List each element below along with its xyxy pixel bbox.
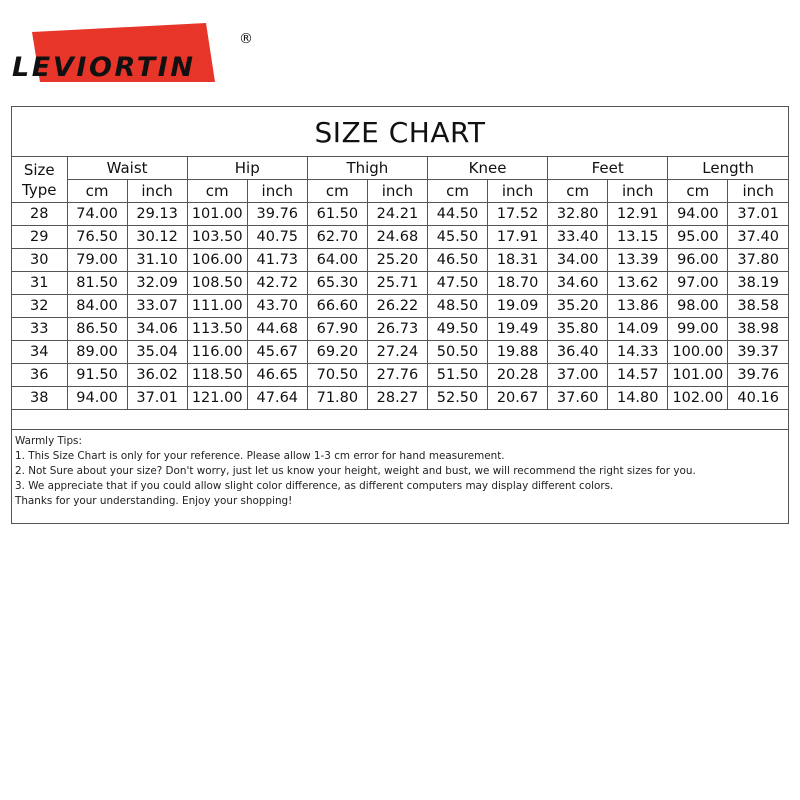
measure-cell: 18.31 (488, 249, 548, 272)
measure-cell: 12.91 (608, 203, 668, 226)
measure-cell: 42.72 (247, 272, 307, 295)
measure-cell: 35.20 (548, 295, 608, 318)
measure-cell: 39.37 (728, 341, 788, 364)
size-cell: 34 (12, 341, 67, 364)
size-type-header (12, 157, 67, 203)
measure-cell: 38.58 (728, 295, 788, 318)
unit-header: inch (247, 180, 307, 203)
measure-cell: 79.00 (67, 249, 127, 272)
measure-cell: 35.80 (548, 318, 608, 341)
registered-mark: ® (239, 31, 253, 47)
measure-cell: 74.00 (67, 203, 127, 226)
unit-header: inch (488, 180, 548, 203)
measure-cell: 26.22 (367, 295, 427, 318)
measure-cell: 14.33 (608, 341, 668, 364)
measure-cell: 32.09 (127, 272, 187, 295)
measure-cell: 20.28 (488, 364, 548, 387)
measure-cell: 45.67 (247, 341, 307, 364)
measure-cell: 37.40 (728, 226, 788, 249)
measure-cell: 47.50 (427, 272, 487, 295)
unit-header: inch (608, 180, 668, 203)
measure-cell: 36.02 (127, 364, 187, 387)
measure-cell: 34.00 (548, 249, 608, 272)
measure-cell: 13.15 (608, 226, 668, 249)
measure-cell: 111.00 (187, 295, 247, 318)
measure-cell: 19.88 (488, 341, 548, 364)
measure-cell: 51.50 (427, 364, 487, 387)
measure-cell: 108.50 (187, 272, 247, 295)
measure-cell: 102.00 (668, 387, 728, 410)
size-chart (11, 106, 789, 524)
measure-cell: 35.04 (127, 341, 187, 364)
measure-cell: 101.00 (187, 203, 247, 226)
measure-cell: 50.50 (427, 341, 487, 364)
group-header-waist: Waist (67, 157, 187, 180)
tip-2: 2. Not Sure about your size? Don't worry, just let us know your height, weight and bust, we will recommend the right sizes for you. (15, 465, 696, 477)
measure-cell: 44.50 (427, 203, 487, 226)
measure-cell: 39.76 (247, 203, 307, 226)
measure-cell: 13.39 (608, 249, 668, 272)
measure-cell: 118.50 (187, 364, 247, 387)
type-label: Type (22, 180, 57, 199)
table-row (12, 341, 788, 364)
brand-name: LEVIORTIN (12, 52, 196, 83)
unit-header: cm (427, 180, 487, 203)
measure-cell: 40.75 (247, 226, 307, 249)
measure-cell: 14.09 (608, 318, 668, 341)
measure-cell: 28.27 (367, 387, 427, 410)
unit-header: inch (127, 180, 187, 203)
measure-cell: 17.52 (488, 203, 548, 226)
size-table (12, 156, 788, 410)
measure-cell: 27.76 (367, 364, 427, 387)
measure-cell: 49.50 (427, 318, 487, 341)
measure-cell: 96.00 (668, 249, 728, 272)
measure-cell: 99.00 (668, 318, 728, 341)
header-row-units (12, 180, 788, 203)
table-row (12, 318, 788, 341)
measure-cell: 81.50 (67, 272, 127, 295)
measure-cell: 37.60 (548, 387, 608, 410)
measure-cell: 116.00 (187, 341, 247, 364)
measure-cell: 62.70 (307, 226, 367, 249)
measure-cell: 20.67 (488, 387, 548, 410)
measure-cell: 14.57 (608, 364, 668, 387)
size-cell: 33 (12, 318, 67, 341)
measure-cell: 44.68 (247, 318, 307, 341)
measure-cell: 86.50 (67, 318, 127, 341)
warmly-tips (12, 429, 788, 509)
measure-cell: 34.60 (548, 272, 608, 295)
unit-header: cm (187, 180, 247, 203)
measure-cell: 45.50 (427, 226, 487, 249)
size-cell: 38 (12, 387, 67, 410)
measure-cell: 13.86 (608, 295, 668, 318)
unit-header: inch (367, 180, 427, 203)
measure-cell: 46.65 (247, 364, 307, 387)
measure-cell: 25.20 (367, 249, 427, 272)
group-header-knee: Knee (427, 157, 547, 180)
measure-cell: 46.50 (427, 249, 487, 272)
tips-thanks: Thanks for your understanding. Enjoy your shopping! (15, 495, 293, 507)
measure-cell: 40.16 (728, 387, 788, 410)
measure-cell: 38.98 (728, 318, 788, 341)
chart-title: SIZE CHART (314, 116, 486, 149)
measure-cell: 97.00 (668, 272, 728, 295)
measure-cell: 17.91 (488, 226, 548, 249)
table-row (12, 203, 788, 226)
measure-cell: 121.00 (187, 387, 247, 410)
measure-cell: 29.13 (127, 203, 187, 226)
measure-cell: 14.80 (608, 387, 668, 410)
measure-cell: 24.68 (367, 226, 427, 249)
size-cell: 32 (12, 295, 67, 318)
measure-cell: 91.50 (67, 364, 127, 387)
measure-cell: 98.00 (668, 295, 728, 318)
measure-cell: 41.73 (247, 249, 307, 272)
tip-1: 1. This Size Chart is only for your reference. Please allow 1-3 cm error for hand measurement. (15, 450, 505, 462)
measure-cell: 37.01 (127, 387, 187, 410)
measure-cell: 34.06 (127, 318, 187, 341)
measure-cell: 95.00 (668, 226, 728, 249)
table-row (12, 387, 788, 410)
measure-cell: 106.00 (187, 249, 247, 272)
size-cell: 36 (12, 364, 67, 387)
measure-cell: 69.20 (307, 341, 367, 364)
measure-cell: 103.50 (187, 226, 247, 249)
header-row-groups (12, 157, 788, 180)
unit-header: inch (728, 180, 788, 203)
measure-cell: 18.70 (488, 272, 548, 295)
group-header-feet: Feet (548, 157, 668, 180)
measure-cell: 25.71 (367, 272, 427, 295)
size-cell: 31 (12, 272, 67, 295)
measure-cell: 33.40 (548, 226, 608, 249)
measure-cell: 94.00 (67, 387, 127, 410)
table-row (12, 364, 788, 387)
tips-heading: Warmly Tips: (15, 435, 82, 447)
measure-cell: 26.73 (367, 318, 427, 341)
measure-cell: 47.64 (247, 387, 307, 410)
group-header-length: Length (668, 157, 788, 180)
table-row (12, 272, 788, 295)
measure-cell: 36.40 (548, 341, 608, 364)
measure-cell: 70.50 (307, 364, 367, 387)
table-row (12, 295, 788, 318)
measure-cell: 100.00 (668, 341, 728, 364)
unit-header: cm (307, 180, 367, 203)
measure-cell: 94.00 (668, 203, 728, 226)
measure-cell: 113.50 (187, 318, 247, 341)
measure-cell: 30.12 (127, 226, 187, 249)
tip-3: 3. We appreciate that if you could allow slight color difference, as different computers may display different colors. (15, 480, 614, 492)
size-label: Size (23, 160, 55, 179)
measure-cell: 52.50 (427, 387, 487, 410)
measure-cell: 66.60 (307, 295, 367, 318)
measure-cell: 38.19 (728, 272, 788, 295)
measure-cell: 64.00 (307, 249, 367, 272)
table-row (12, 249, 788, 272)
measure-cell: 61.50 (307, 203, 367, 226)
measure-cell: 39.76 (728, 364, 788, 387)
measure-cell: 67.90 (307, 318, 367, 341)
measure-cell: 33.07 (127, 295, 187, 318)
measure-cell: 19.49 (488, 318, 548, 341)
measure-cell: 89.00 (67, 341, 127, 364)
measure-cell: 84.00 (67, 295, 127, 318)
measure-cell: 48.50 (427, 295, 487, 318)
table-row (12, 226, 788, 249)
measure-cell: 13.62 (608, 272, 668, 295)
measure-cell: 37.01 (728, 203, 788, 226)
size-cell: 29 (12, 226, 67, 249)
group-header-hip: Hip (187, 157, 307, 180)
group-header-thigh: Thigh (307, 157, 427, 180)
measure-cell: 27.24 (367, 341, 427, 364)
measure-cell: 24.21 (367, 203, 427, 226)
unit-header: cm (67, 180, 127, 203)
measure-cell: 43.70 (247, 295, 307, 318)
measure-cell: 37.00 (548, 364, 608, 387)
measure-cell: 71.80 (307, 387, 367, 410)
size-cell: 30 (12, 249, 67, 272)
measure-cell: 65.30 (307, 272, 367, 295)
measure-cell: 37.80 (728, 249, 788, 272)
measure-cell: 31.10 (127, 249, 187, 272)
size-cell: 28 (12, 203, 67, 226)
unit-header: cm (548, 180, 608, 203)
unit-header: cm (668, 180, 728, 203)
brand-logo (10, 22, 253, 86)
measure-cell: 19.09 (488, 295, 548, 318)
measure-cell: 32.80 (548, 203, 608, 226)
measure-cell: 76.50 (67, 226, 127, 249)
measure-cell: 101.00 (668, 364, 728, 387)
